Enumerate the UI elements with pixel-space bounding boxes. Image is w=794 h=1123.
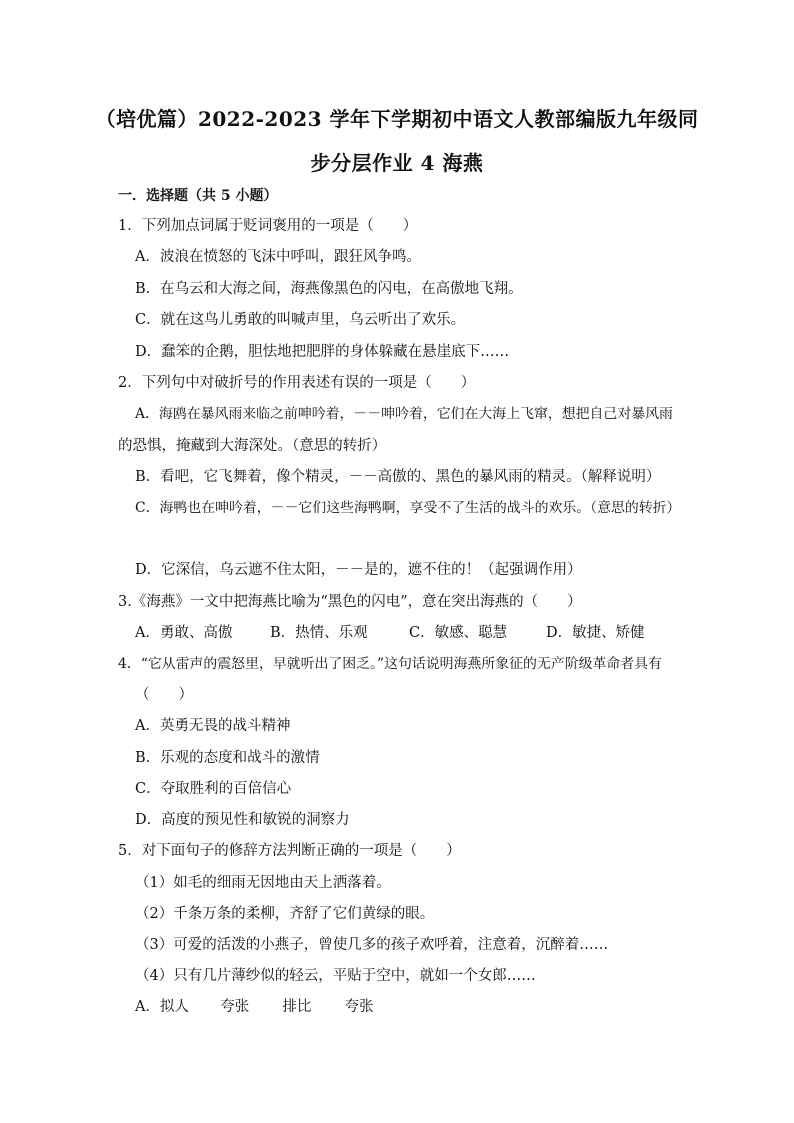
question-2-option-d: D．它深信，乌云遮不住太阳，－－是的，遮不住的！（起强调作用） xyxy=(135,562,582,578)
question-3-option-d: D．敏捷、矫健 xyxy=(546,625,645,641)
option-a-item-3: 排比 xyxy=(282,999,312,1015)
document-title-line-2: 步分层作业 4 海燕 xyxy=(310,151,484,175)
question-3-option-b: B．热情、乐观 xyxy=(270,625,368,641)
question-4-option-a: A．英勇无畏的战斗精神 xyxy=(135,718,291,734)
question-2-option-c: C．海鸭也在呻吟着，－－它们这些海鸭啊，享受不了生活的战斗的欢乐。（意思的转折） xyxy=(135,500,681,516)
option-a-item-1: A．拟人 xyxy=(135,999,189,1015)
question-3-option-a: A．勇敢、高傲 xyxy=(135,625,233,641)
question-5-stem: 5．对下面句子的修辞方法判断正确的一项是（ ） xyxy=(118,843,461,859)
question-1-option-b: B．在乌云和大海之间，海燕像黑色的闪电，在高傲地飞翔。 xyxy=(135,281,523,297)
question-5-sentence-1: （1）如毛的细雨无因地由天上洒落着。 xyxy=(135,875,391,891)
document-title-line-1: （培优篇）2022-2023 学年下学期初中语文人教部编版九年级同 xyxy=(95,107,699,131)
question-4-option-d: D．高度的预见性和敏锐的洞察力 xyxy=(135,812,350,828)
option-a-item-4: 夸张 xyxy=(344,999,374,1015)
question-5-sentence-2: （2）千条万条的柔柳，齐舒了它们黄绿的眼。 xyxy=(135,906,435,922)
question-5-option-a xyxy=(135,997,374,1017)
question-4-option-c: C．夺取胜利的百倍信心 xyxy=(135,781,292,797)
question-1-option-a: A．波浪在愤怒的飞沫中呼叫，跟狂风争鸣。 xyxy=(135,249,421,265)
question-2-stem: 2．下列句中对破折号的作用表述有误的一项是（ ） xyxy=(118,375,476,391)
question-5-sentence-4: （4）只有几片薄纱似的轻云，平贴于空中，就如一个女郎…… xyxy=(135,968,536,984)
question-3-stem: 3.《海燕》一文中把海燕比喻为“黑色的闪电”，意在突出海燕的（ ） xyxy=(118,594,582,610)
question-4-option-b: B．乐观的态度和战斗的激情 xyxy=(135,750,320,766)
question-1-option-d: D．蠢笨的企鹅，胆怯地把肥胖的身体躲藏在悬崖底下…… xyxy=(135,344,510,360)
option-a-item-2: 夸张 xyxy=(220,999,250,1015)
question-5-sentence-3: （3）可爱的活泼的小燕子，曾使几多的孩子欢呼着，注意着，沉醉着…… xyxy=(135,937,609,953)
question-1-stem: 1．下列加点词属于贬词褒用的一项是（ ） xyxy=(118,218,418,234)
question-1-option-c: C．就在这鸟儿勇敢的叫喊声里，乌云听出了欢乐。 xyxy=(135,312,466,328)
question-2-option-a-cont: 的恐惧，掩藏到大海深处。（意思的转折） xyxy=(118,438,387,454)
section-heading: 一．选择题（共 5 小题） xyxy=(118,188,278,204)
question-4-stem-cont: （ ） xyxy=(135,687,193,703)
question-2-option-a: A．海鸥在暴风雨来临之前呻吟着，－－呻吟着，它们在大海上飞窜，想把自己对暴风雨 xyxy=(135,406,673,422)
question-4-stem: 4．“它从雷声的震怒里，早就听出了困乏。”这句话说明海燕所象征的无产阶级革命者具有 xyxy=(118,656,662,672)
question-2-option-b: B．看吧，它飞舞着，像个精灵，－－高傲的、黑色的暴风雨的精灵。（解释说明） xyxy=(135,469,661,485)
question-3-option-c: C．敏感、聪慧 xyxy=(409,625,508,641)
